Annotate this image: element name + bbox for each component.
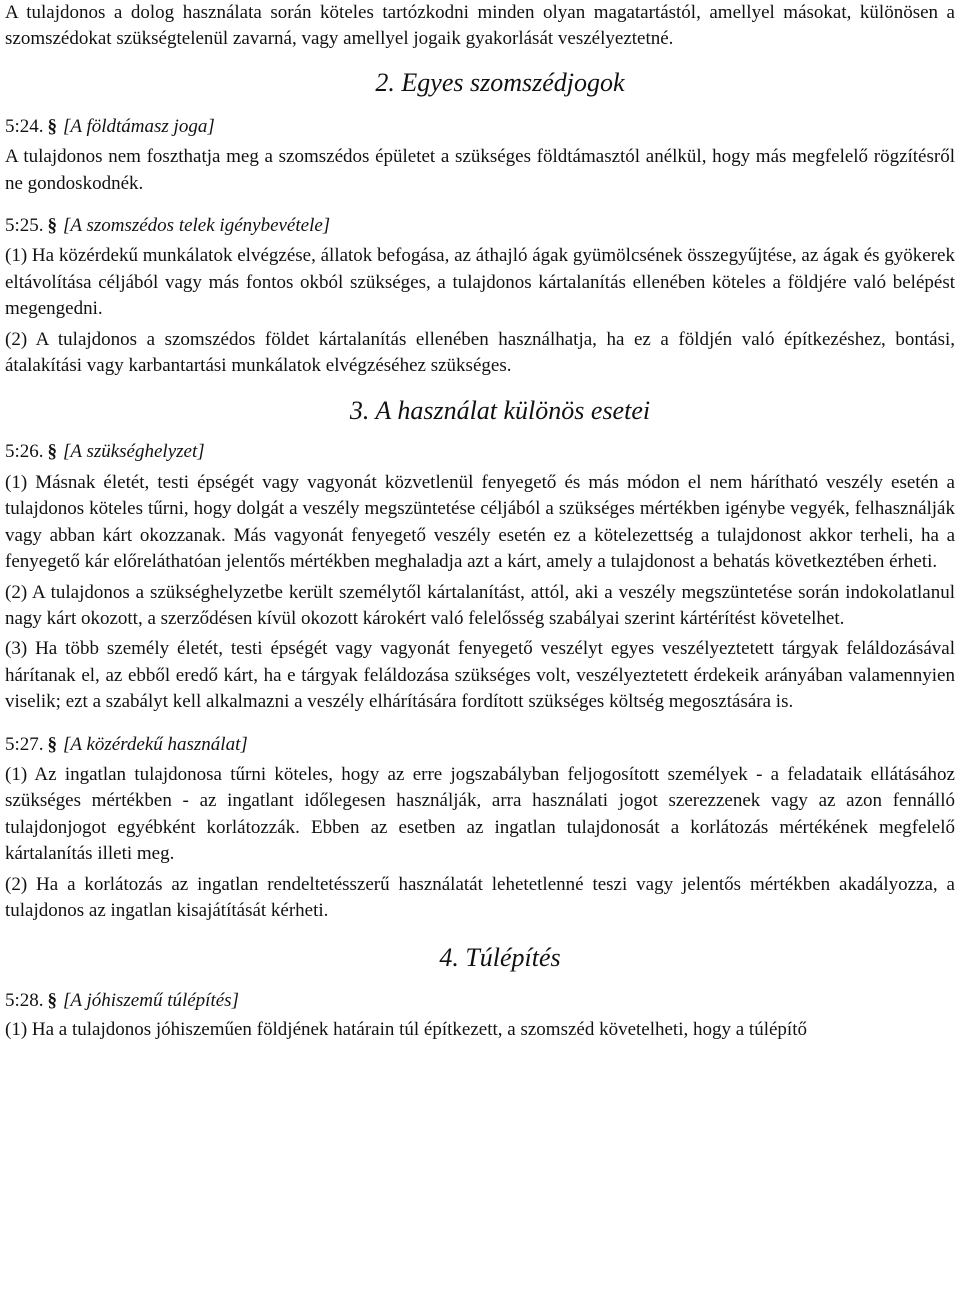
paragraph: (1) Ha a tulajdonos jóhiszeműen földjének határain túl építkezett, a szomszéd követelheti, hogy a túlépítő xyxy=(5,1018,807,1040)
article-number: 5:25. xyxy=(5,215,44,237)
section-sign-icon: § xyxy=(47,441,58,463)
section-heading-2: 2. Egyes szomszédjogok xyxy=(375,67,625,97)
article-head-5-28 xyxy=(5,988,955,1014)
section-heading-3: 3. A használat különös esetei xyxy=(349,396,651,426)
paragraph: (1) Másnak életét, testi épségét vagy vagyonát közvetlenül fenyegető és más módon el nem hárítható veszély esetén a tulajdonos köteles tűrni, hogy dolgát a veszély megszüntetése céljából a szükséges mértékben igénybe vegyék, felhasználják vagy abban kárt okozzanak. Más vagyonát fenyegető veszély esetén ez a kötelezettség a tulajdonost akkor terheli, ha a fenyegető kár előreláthatóan jelentős mértékben meghaladja azt a kárt, amely a tulajdonost a behatás következtében érheti. xyxy=(5,471,955,573)
paragraph: (1) Ha közérdekű munkálatok elvégzése, állatok befogása, az áthajló ágak gyümölcsének összegyűjtése, az ágak és gyökerek eltávolítása céljából vagy más fontos okból szükséges, a tulajdonos kártalanítás ellenében köteles a földjére való belépést megengedni. xyxy=(5,245,955,320)
paragraph: (3) Ha több személy életét, testi épségét vagy vagyonát fenyegető veszélyt egyes veszélyeztetett tárgyak feláldozásával hárítanak el, az ebből eredő kárt, ha e tárgyak feláldozása szükséges volt, veszélyeztetett érdekeik arányában valamennyien viselik; ezt a szabályt kell alkalmazni a veszély elhárítására fordított szükséges költség megosztására is. xyxy=(5,638,955,713)
section-sign-icon: § xyxy=(47,115,58,137)
article-title: [A földtámasz joga] xyxy=(63,115,215,137)
article-head-5-26 xyxy=(5,439,955,465)
paragraph: (2) Ha a korlátozás az ingatlan rendeltetésszerű használatát lehetetlenné teszi vagy jelentős mértékben akadályozza, a tulajdonos az ingatlan kisajátítását kérheti. xyxy=(5,873,955,921)
article-head-5-24 xyxy=(5,114,955,140)
article-title: [A szomszédos telek igénybevétele] xyxy=(63,215,331,237)
article-title: [A szükséghelyzet] xyxy=(63,441,205,463)
document-page xyxy=(5,0,955,1047)
article-head-5-25 xyxy=(5,213,955,239)
paragraph: (2) A tulajdonos a szomszédos földet kártalanítás ellenében használhatja, ha ez a földjén való építkezéshez, bontási, átalakítási vagy karbantartási munkálatok elvégzéséhez szükséges. xyxy=(5,328,955,377)
section-sign-icon: § xyxy=(47,215,58,237)
article-title: [A jóhiszemű túlépítés] xyxy=(63,990,239,1012)
section-sign-icon: § xyxy=(47,990,58,1012)
paragraph: (2) A tulajdonos a szükséghelyzetbe került személytől kártalanítást, attól, aki a veszély megszüntetése során indokolatlanul nagy kárt okozott, a szerződésen kívül okozott károkért való felelősség szabályai szerint kártérítést követelhet. xyxy=(5,581,955,629)
paragraph: (1) Az ingatlan tulajdonosa tűrni köteles, hogy az erre jogszabályban feljogosított személyek - a feladataik ellátásához szükséges mértékben - az ingatlant időlegesen használják, arra használati jogot szerezzenek vagy az azon fennálló tulajdonjogot egyébként korlátozzák. Ebben az esetben az ingatlan tulajdonosát a korlátozás mértékének megfelelő kártalanítás illeti meg. xyxy=(5,763,955,865)
article-number: 5:27. xyxy=(5,733,44,755)
section-heading-4: 4. Túlépítés xyxy=(439,943,561,973)
article-head-5-27 xyxy=(5,732,955,758)
article-number: 5:28. xyxy=(5,990,44,1012)
article-number: 5:24. xyxy=(5,115,44,137)
article-number: 5:26. xyxy=(5,441,44,463)
paragraph: A tulajdonos nem foszthatja meg a szomszédos épületet a szükséges földtámasztól anélkül, hogy más megfelelő rögzítésről ne gondoskodnék. xyxy=(5,146,955,194)
section-sign-icon: § xyxy=(47,733,58,755)
article-title: [A közérdekű használat] xyxy=(63,733,248,755)
intro-paragraph: A tulajdonos a dolog használata során köteles tartózkodni minden olyan magatartástól, amellyel másokat, különösen a szomszédokat szükségtelenül zavarná, vagy amellyel jogaik gyakorlását veszélyeztetné. xyxy=(5,2,955,50)
